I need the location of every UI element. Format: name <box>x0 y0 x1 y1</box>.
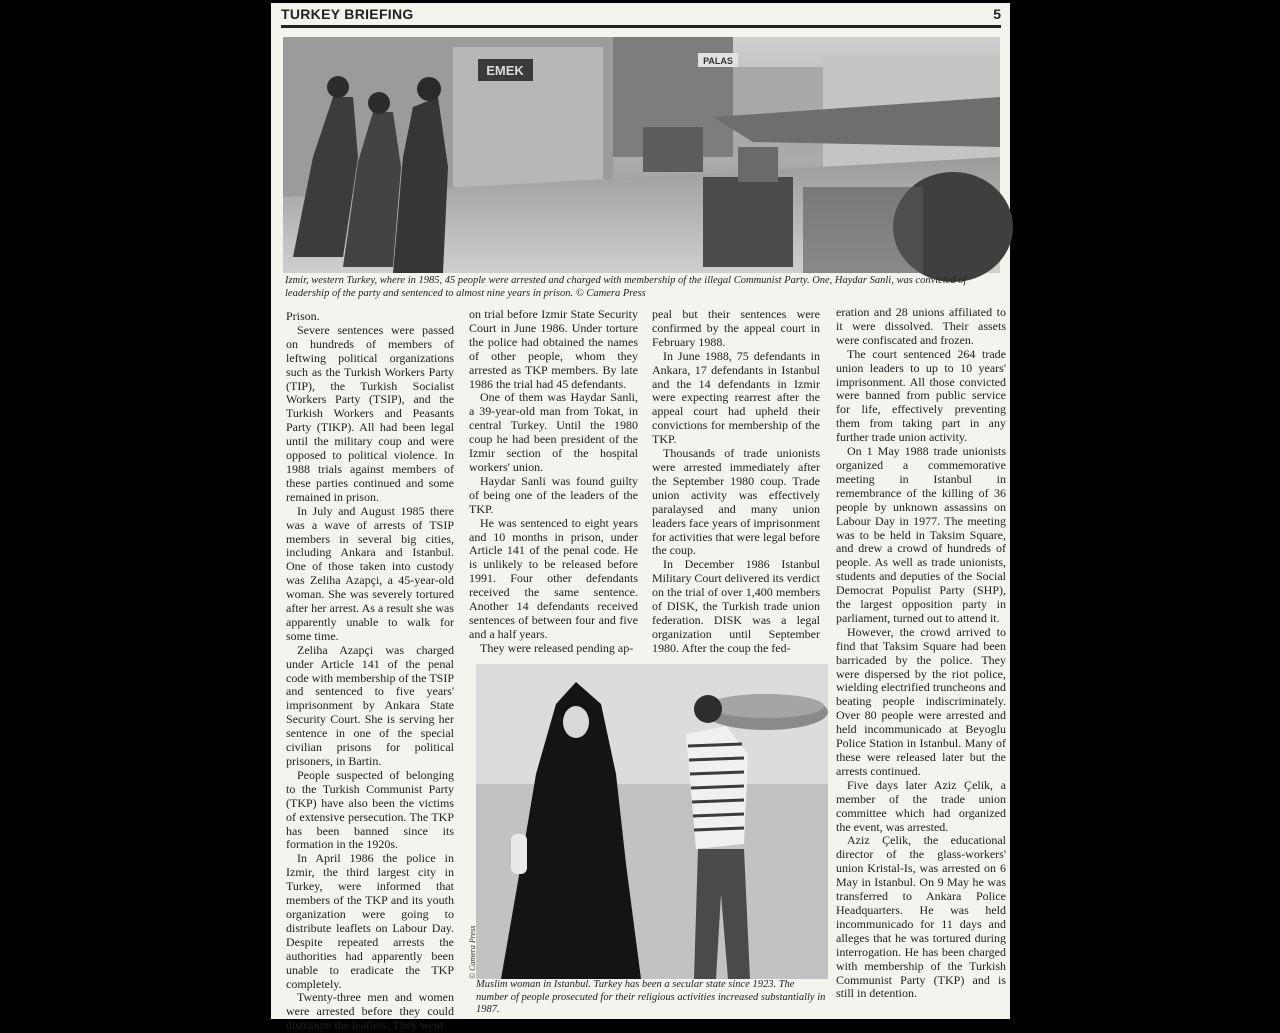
paragraph: People suspected of belonging to the Turkish Communist Party (TKP) have also been the victims of extensive persecution. The TKP has been banned since its formation in the 1920s. <box>286 767 454 852</box>
paragraph: on trial before Izmir State Security Court in June 1986. Under torture the police had obtained the names of other people, whom they arrested as TKP members. By late 1986 the trial had 45 defendants. <box>469 307 638 391</box>
paragraph: In July and August 1985 there was a wave of arrests of TSIP members in several big cities, including Ankara and Istanbul. One of those taken into custody was Zeliha Azapçi, a 45-year-old woman. She was severely tortured after her arrest. As a result she was apparently unable to walk for some time. <box>286 503 454 643</box>
street-scene-graphic <box>283 37 1000 273</box>
page-header <box>281 6 1001 24</box>
paragraph: In June 1988, 75 defendants in Ankara, 17 defendants in Istanbul and the 14 defendants in Izmir were expecting rearrest after the appeal court had upheld their convictions for membership of the TKP. <box>652 348 820 447</box>
paragraph: However, the crowd arrived to find that Taksim Square had been barricaded by the police. They were dispersed by the riot police, wielding electrified truncheons and beating people indiscriminately. Over 80 people were arrested and held incommunicado at Beyoglu Police Station in Istanbul. Many of these were released later but the arrests continued. <box>836 624 1006 778</box>
photo-credit: © Camera Press <box>468 925 477 979</box>
paragraph: Prison. <box>286 309 320 323</box>
paragraph: He was sentenced to eight years and 10 months in prison, under Article 141 of the penal code. He is unlikely to be released before 1991. Four other defendants received the same sentence. Another 14 defendants received sentences of between four and five and a half years. <box>469 515 638 641</box>
paragraph: One of them was Haydar Sanli, a 39-year-old man from Tokat, in central Turkey. Until the 1980 coup he had been president of the Izmir section of the hospital workers' union. <box>469 390 638 474</box>
paragraph: In April 1986 the police in Izmir, the third largest city in Turkey, were informed that members of the TKP and its youth organization were going to distribute leaflets on Labour Day. Despite repeated arrests the authorities had apparently been unable to eradicate the TKP completely. <box>286 851 454 991</box>
top-photo-caption: Izmir, western Turkey, where in 1985, 45 people were arrested and charged with membership of the illegal Communist Party. One, Haydar Sanli, was convicted of leadership of the party and sentenced to almost nine years in prison. © Camera Press <box>285 275 967 299</box>
paragraph: Severe sentences were passed on hundreds of members of leftwing political organizations such as the Turkish Workers Party (TIP), the Turkish Socialist Workers Party (TSIP), and the Turkish Workers and Peasants Party (TIKP). All had been legal until the military coup and were opposed to political violence. In 1988 trials against members of these parties continued and some remained in prison. <box>286 322 454 504</box>
header-rule <box>281 25 1001 28</box>
paragraph: peal but their sentences were confirmed by the appeal court in February 1988. <box>652 307 820 349</box>
paragraph: Five days later Aziz Çelik, a member of the trade union committee which had organized the event, was arrested. <box>836 777 1006 834</box>
text-column-1 <box>286 310 454 1033</box>
paragraph: In December 1986 Istanbul Military Court delivered its verdict on the trial of over 1,400 members of DISK, the Turkish trade union federation. DISK was a legal organization until September 1980. After the coup the fed- <box>652 557 820 655</box>
text-column-2 <box>469 308 638 656</box>
paragraph: Thousands of trade unionists were arrested immediately after the September 1980 coup. Trade union activity was effectively paralaysed and many union leaders face years of imprisonment for activities that were legal before the coup. <box>652 446 820 558</box>
text-column-3 <box>652 308 820 656</box>
paragraph: Twenty-three men and women were arrested before they could distribute the leaflets. They went <box>286 990 454 1033</box>
bottom-photo-istanbul-woman <box>476 664 828 979</box>
shop-sign-1: EMEK <box>486 63 524 78</box>
shop-sign-2: PALAS <box>703 56 733 66</box>
paragraph: The court sentenced 264 trade union leaders to up to 10 years' imprisonment. All those convicted were banned from public service for life, effectively preventing them from taking part in any further trade union activity. <box>836 346 1006 445</box>
top-photo-street-scene <box>283 37 1000 273</box>
istanbul-scene-graphic <box>476 664 828 979</box>
page-number: 5 <box>993 6 1001 22</box>
section-title: TURKEY BRIEFING <box>281 6 414 22</box>
paragraph: Haydar Sanli was found guilty of being one of the leaders of the TKP. <box>469 473 638 516</box>
paragraph: On 1 May 1988 trade unionists organized a commemorative meeting in Istanbul in remembrance of the killing of 36 people by unknown assassins on Labour Day in 1977. The meeting was to be held in Taksim Square, and drew a crowd of hundreds of people. As well as trade unionists, students and deputies of the Social Democrat Populist Party (SHP), the largest opposition party in parliament, turned out to attend it. <box>836 444 1006 625</box>
paragraph: eration and 28 unions affiliated to it were dissolved. Their assets were confiscated and frozen. <box>836 305 1006 347</box>
paragraph: Zeliha Azapçi was charged under Article 141 of the penal code with membership of the TSIP and sentenced to five years' imprisonment by Ankara State Security Court. She is serving her sentence in one of the special civilian prisons for political prisoners, in Bartin. <box>286 642 454 768</box>
bottom-photo-caption: Muslim woman in Istanbul. Turkey has been a secular state since 1923. The number of people prosecuted for their religious activities increased substantially in 1987. <box>476 979 826 1015</box>
paragraph: Aziz Çelik, the educational director of the glass-workers' union Kristal-Is, was arrested on 6 May in Istanbul. On 9 May he was transferred to Ankara Police Headquarters. He was held incommunicado for 11 days and alleges that he was tortured during interrogation. He has been charged with membership of the Turkish Communist Party (TKP) and is still in detention. <box>836 833 1006 1001</box>
text-column-4 <box>836 306 1006 1001</box>
newsletter-page <box>271 3 1010 1033</box>
paragraph: They were released pending ap- <box>480 640 634 655</box>
